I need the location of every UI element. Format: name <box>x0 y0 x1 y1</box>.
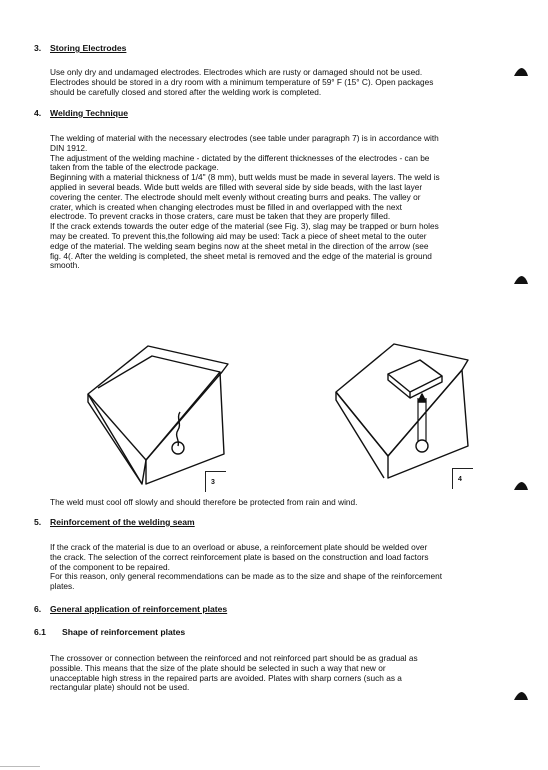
figure-3-tag <box>205 471 226 492</box>
text-line: If the crack of the material is due to an overload or abuse, a reinforcement plate should be welded over <box>50 542 428 552</box>
text-line: The crossover or connection between the reinforced and not reinforced part should be as gradual as <box>50 653 418 663</box>
text-line: may be created. To prevent this,the following aid may be used: Tack a piece of sheet metal to the outer <box>50 230 427 241</box>
section-3-number: 3. <box>34 43 42 53</box>
text-line: If the crack extends towards the outer edge of the material (see Fig. 3), slag may be trapped or burn holes <box>50 221 439 232</box>
text-line: crater, which is created when changing electrodes must be filled in and overlapped with the next <box>50 201 402 212</box>
cooling-note: The weld must cool off slowly and should therefore be protected from rain and wind. <box>50 497 358 507</box>
text-line: DIN 1912. <box>50 142 88 153</box>
margin-pointer-icon <box>514 692 528 700</box>
shape-paragraph <box>50 654 498 693</box>
text-line: Use only dry and undamaged electrodes. Electrodes which are rusty or damaged should not be used. <box>50 67 423 77</box>
figure-4-drawing <box>330 336 480 486</box>
section-4-heading: Welding Technique <box>50 108 128 118</box>
text-line: possible. This means that the size of the plate should be selected in such a way that new or <box>50 662 386 673</box>
section-5-number: 5. <box>34 517 42 527</box>
section-6-1-number: 6.1 <box>34 627 46 637</box>
text-line: taken from the table of the electrode package. <box>50 162 219 173</box>
text-line: applied in several beads. Wide butt welds are filled with several side by side beads, with the last layer <box>50 181 423 192</box>
text-line: covering the center. The electrode should melt evenly without creating burrs and peaks. The valley or <box>50 191 421 202</box>
section-6-1-heading: Shape of reinforcement plates <box>62 627 186 637</box>
section-4-number: 4. <box>34 108 42 118</box>
text-line: rectangular plate) should not be used. <box>50 682 190 693</box>
page-edge-rule <box>0 766 40 767</box>
text-line: For this reason, only general recommendations can be made as to the size and shape of the reinforcement <box>50 571 443 582</box>
text-line: edge of the material. The welding seam begins now at the sheet metal in the direction of the arrow (see <box>50 240 429 251</box>
text-line: the crack. The selection of the correct reinforcement plate is based on the construction and load factors <box>50 551 429 562</box>
figure-4-tag <box>452 468 473 489</box>
text-line: should be carefully closed and stored after the welding work is completed. <box>50 86 322 97</box>
storing-paragraph <box>50 68 498 97</box>
text-line: Electrodes should be stored in a dry room with a minimum temperature of 59° F (15° C). Open packages <box>50 76 434 87</box>
text-line: plates. <box>50 581 75 592</box>
margin-pointer-icon <box>514 68 528 76</box>
text-line: Beginning with a material thickness of 1/4" (8 mm), butt welds must be made in several layers. The weld is <box>50 172 440 183</box>
text-line: unacceptable high stress in the repaired parts are avoided. Plates with sharp corners (such as a <box>50 672 402 683</box>
reinforcement-paragraph <box>50 543 498 592</box>
technique-paragraph <box>50 134 498 271</box>
text-line: The welding of material with the necessary electrodes (see table under paragraph 7) is in accordance with <box>50 133 439 143</box>
section-5-heading: Reinforcement of the welding seam <box>50 517 195 527</box>
margin-pointer-icon <box>514 482 528 490</box>
text-line: fig. 4(. After the welding is completed, the sheet metal is removed and the edge of the material is ground <box>50 250 432 261</box>
margin-pointer-icon <box>514 276 528 284</box>
section-3-heading: Storing Electrodes <box>50 43 127 53</box>
figure-3-number: 3 <box>211 479 215 486</box>
figure-4-number: 4 <box>458 476 462 483</box>
text-line: electrode. To prevent cracks in those craters, care must be taken that they are properly filled. <box>50 211 391 222</box>
text-line: smooth. <box>50 260 80 271</box>
section-6-heading: General application of reinforcement plates <box>50 604 228 614</box>
section-6-number: 6. <box>34 604 42 614</box>
text-line: The adjustment of the welding machine - dictated by the different thicknesses of the electrodes - can be <box>50 152 430 163</box>
text-line: of the component to be repaired. <box>50 561 170 572</box>
